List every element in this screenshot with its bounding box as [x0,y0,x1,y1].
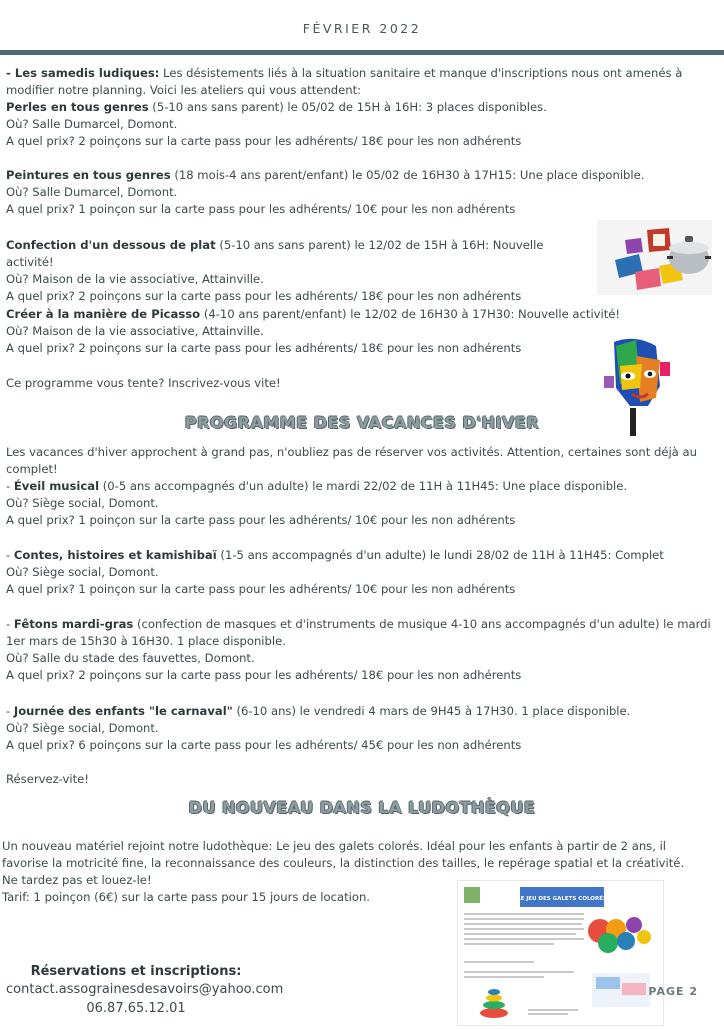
activity-price: A quel prix? 1 poinçon sur la carte pass pour les adhérents/ 10€ pour les non adhérents [6,513,516,527]
vacances-closing: Réservez-vite! [6,772,89,786]
activity-price: A quel prix? 2 poinçons sur la carte pass pour les adhérents/ 18€ pour les non adhérents [6,289,522,303]
activity-location: Où? Salle Dumarcel, Domont. [6,117,178,131]
ludotheque-paragraph: Un nouveau matériel rejoint notre ludothèque: Le jeu des galets colorés. Idéal pour les enfants à partir de 2 ans, il favorise la motricité fine, la reconnaissance des couleurs, la distinction des tailles, le repérage spatial et la créativité. [2,839,685,870]
header-rule [0,50,724,55]
activity-title: Fêtons mardi-gras [13,617,134,631]
bullet-dash: - [6,617,14,631]
samedis-intro-title: - Les samedis ludiques: [6,66,160,80]
activity-block [6,547,714,598]
activity-location: Où? Salle Dumarcel, Domont. [6,185,178,199]
activity-price: A quel prix? 6 poinçons sur la carte pass pour les adhérents/ 45€ pour les non adhérents [6,738,522,752]
page-header-date: FÉVRIER 2022 [302,21,422,36]
galets-flyer-image [457,880,664,1026]
footer-contact [6,963,284,1018]
footer-title: Réservations et inscriptions: [30,964,242,979]
activity-location: Où? Maison de la vie associative, Attainville. [6,324,264,338]
samedis-intro-text: Les désistements liés à la situation sanitaire et manque d'inscriptions nous ont amenés à modifier notre planning. Voici les ateliers qui vous attendent: [6,66,683,97]
activity-location: Où? Siège social, Domont. [6,721,159,735]
page-number: PAGE 2 [648,985,698,998]
ludotheque-heading: DU NOUVEAU DANS LA LUDOTHÈQUE [188,798,536,817]
activity-detail: (confection de masques et d'instruments de musique 4-10 ans accompagnés d'un adulte) le mardi 1er mars de 15h30 à 16H30. 1 place disponible. [6,617,711,648]
vacances-intro: Les vacances d'hiver approchent à grand pas, n'oubliez pas de réserver vos activités. Attention, certaines sont déjà au complet! [6,445,697,476]
activity-price: A quel prix? 2 poinçons sur la carte pass pour les adhérents/ 18€ pour les non adhérents [6,134,522,148]
samedis-closing: Ce programme vous tente? Inscrivez-vous vite! [6,376,281,390]
activity-detail: (4-10 ans parent/enfant) le 12/02 de 16H30 à 17H30: Nouvelle activité! [200,307,621,321]
contact-phone: 06.87.65.12.01 [86,1001,186,1016]
activity-detail: (18 mois-4 ans parent/enfant) le 05/02 de 16H30 à 17H15: Une place disponible. [170,168,645,182]
trivet-craft-image [597,220,712,295]
activity-block [6,167,714,218]
activity-title-line [6,99,714,116]
flyer-title: LE JEU DES GALETS COLORÉS [517,896,607,902]
activity-block [6,237,594,305]
activity-detail: (5-10 ans sans parent) le 12/02 de 15H à 16H: Nouvelle activité! [6,238,544,269]
activity-block [6,478,714,529]
activity-title: Perles en tous genres [6,100,149,114]
activity-block [6,616,714,684]
activity-title: Peintures en tous genres [6,168,171,182]
ludotheque-callout: Ne tardez pas et louez-le! [2,873,152,887]
activity-block [6,703,714,754]
vacances-heading: PROGRAMME DES VACANCES D'HIVER [184,413,540,432]
contact-email[interactable]: contact.assograinesdesavoirs@yahoo.com [6,982,284,997]
samedis-intro [6,65,714,99]
activity-title: Créer à la manière de Picasso [6,307,201,321]
activity-block [6,306,624,357]
activity-title: Éveil musical [13,479,100,493]
activity-location: Où? Salle du stade des fauvettes, Domont. [6,651,255,665]
activity-price: A quel prix? 1 poinçon sur la carte pass pour les adhérents/ 10€ pour les non adhérents [6,582,516,596]
samedis-section [6,65,714,150]
activity-title: Contes, histoires et kamishibaï [13,548,217,562]
activity-location: Où? Siège social, Domont. [6,496,159,510]
activity-title: Confection d'un dessous de plat [6,238,216,252]
activity-detail: (6-10 ans) le vendredi 4 mars de 9H45 à 17H30. 1 place disponible. [232,704,631,718]
activity-location: Où? Maison de la vie associative, Attainville. [6,272,264,286]
activity-detail: (1-5 ans accompagnés d'un adulte) le lundi 28/02 de 11H à 11H45: Complet [216,548,664,562]
activity-title: Journée des enfants "le carnaval" [13,704,233,718]
activity-detail: (0-5 ans accompagnés d'un adulte) le mardi 22/02 de 11H à 11H45: Une place disponible. [99,479,628,493]
bullet-dash: - [6,704,14,718]
activity-location: Où? Siège social, Domont. [6,565,159,579]
bullet-dash: - [6,548,14,562]
activity-price: A quel prix? 1 poinçon sur la carte pass pour les adhérents/ 10€ pour les non adhérents [6,202,516,216]
activity-detail: (5-10 ans sans parent) le 05/02 de 15H à 16H: 3 places disponibles. [148,100,547,114]
activity-price: A quel prix? 2 poinçons sur la carte pass pour les adhérents/ 18€ pour les non adhérents [6,341,522,355]
bullet-dash: - [6,479,14,493]
ludotheque-tariff: Tarif: 1 poinçon (6€) sur la carte pass pour 15 jours de location. [2,890,370,904]
activity-price: A quel prix? 2 poinçons sur la carte pass pour les adhérents/ 18€ pour les non adhérents [6,668,522,682]
